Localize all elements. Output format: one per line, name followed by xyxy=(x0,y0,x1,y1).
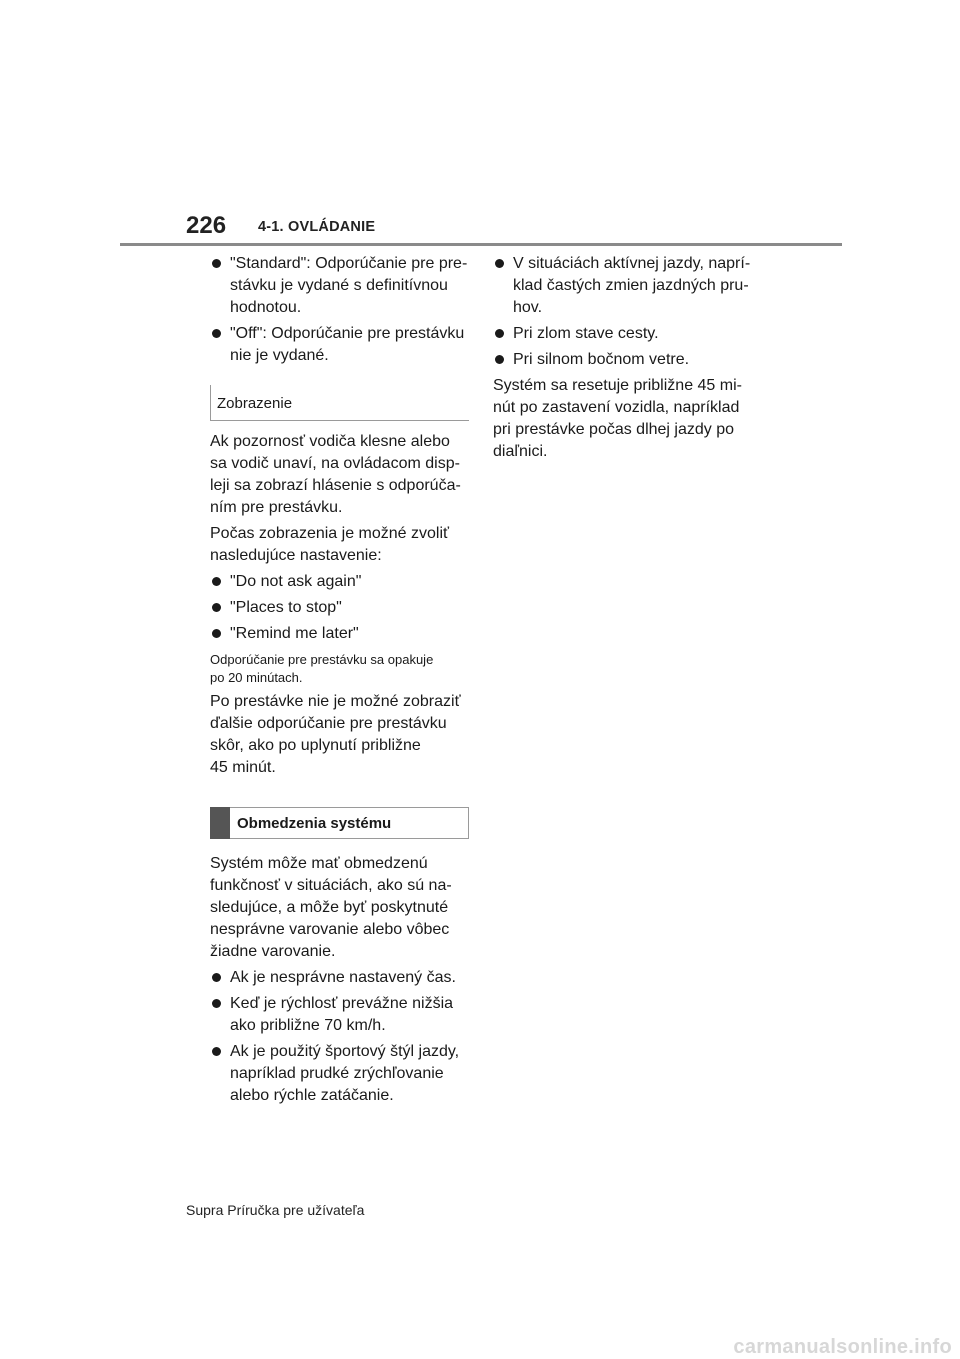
bullet-dot-icon xyxy=(495,259,504,268)
limit-bullet-time: Ak je nesprávne nastavený čas. xyxy=(210,967,472,989)
bullet-dot-icon xyxy=(212,603,221,612)
paragraph-reset: Systém sa resetuje približne 45 mi- nút po zastavení vozidla, napríklad pri prestávke počas dlhej jazdy po diaľnici. xyxy=(493,377,742,460)
limit-bullet-sport: Ak je použitý športový štýl jazdy, napríklad prudké zrýchľovanie alebo rýchle zatáčanie. xyxy=(210,1041,472,1107)
bullet-dot-icon xyxy=(212,1047,221,1056)
limit-bullet-speed: Keď je rýchlosť prevážne nižšia ako približne 70 km/h. xyxy=(210,993,472,1037)
limit-bullet-road: Pri zlom stave cesty. xyxy=(493,323,755,345)
heading-tab-marker xyxy=(210,807,230,839)
option-do-not-ask: "Do not ask again" xyxy=(210,571,472,593)
bullet-dot-icon xyxy=(212,259,221,268)
display-heading-box xyxy=(210,385,469,421)
bullet-dot-icon xyxy=(212,999,221,1008)
right-column xyxy=(493,253,755,467)
paragraph-after-break: Po prestávke nie je možné zobraziť ďalšie odporúčanie pre prestávku skôr, ako po uplynutí približne 45 minút. xyxy=(210,693,461,776)
left-column xyxy=(210,253,472,1111)
bullet-dot-icon xyxy=(212,329,221,338)
display-heading: Zobrazenie xyxy=(217,395,293,412)
bullet-dot-icon xyxy=(495,329,504,338)
bullet-standard: "Standard": Odporúčanie pre pre- stávku je vydané s definitívnou hodnotou. xyxy=(210,253,472,319)
bullet-off: "Off": Odporúčanie pre prestávku nie je vydané. xyxy=(210,323,472,367)
section-title: 4-1. OVLÁDANIE xyxy=(258,219,376,235)
bullet-dot-icon xyxy=(495,355,504,364)
paragraph-options-intro: Počas zobrazenia je možné zvoliť nasledujúce nastavenie: xyxy=(210,525,450,564)
footer-manual-title: Supra Príručka pre užívateľa xyxy=(186,1202,365,1218)
option-remind-later: "Remind me later" xyxy=(210,623,472,645)
limit-bullet-active-driving: V situáciách aktívnej jazdy, naprí- klad častých zmien jazdných pru- hov. xyxy=(493,253,755,319)
system-limits-heading: Obmedzenia systému xyxy=(237,815,392,832)
bullet-dot-icon xyxy=(212,973,221,982)
paragraph-limits: Systém môže mať obmedzenú funkčnosť v situáciách, ako sú na- sledujúce, a môže byť poskytnuté nesprávne varovanie alebo vôbec žiadne varovanie. xyxy=(210,855,452,960)
watermark: carmanualsonline.info xyxy=(733,1336,952,1358)
page-number: 226 xyxy=(186,212,227,239)
system-limits-heading-box xyxy=(210,807,469,839)
header-rule xyxy=(120,243,842,246)
bullet-dot-icon xyxy=(212,577,221,586)
limit-bullet-wind: Pri silnom bočnom vetre. xyxy=(493,349,755,371)
note-repeat: Odporúčanie pre prestávku sa opakuje po 20 minútach. xyxy=(210,652,434,685)
paragraph-attention: Ak pozornosť vodiča klesne alebo sa vodič unaví, na ovládacom disp- leji sa zobrazí hlásenie s odporúča- ním pre prestávku. xyxy=(210,433,461,516)
option-places-to-stop: "Places to stop" xyxy=(210,597,472,619)
bullet-dot-icon xyxy=(212,629,221,638)
